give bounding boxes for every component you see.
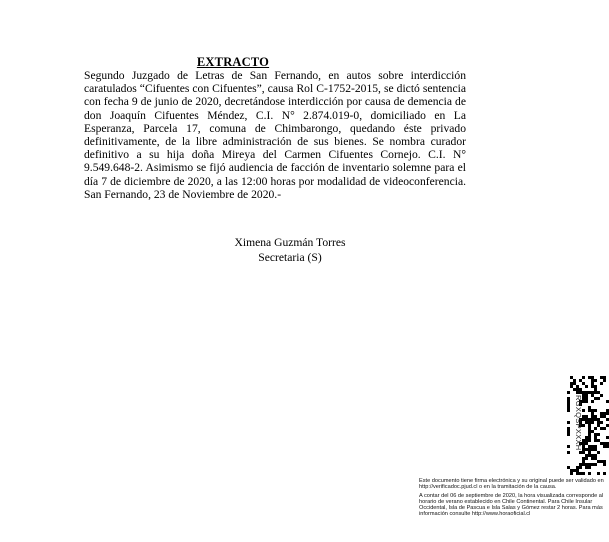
document-title: EXTRACTO: [196, 55, 270, 69]
notice-timezone: A contar del 06 de septiembre de 2020, la hora visualizada corresponde al horario de verano establecido en Chile Continental. Para Chile Insular Occidental, Isla de Pascua e Isla Salas y Gómez restar 2 horas. Para más información consulte http://www.horaoficial.cl: [419, 492, 604, 518]
verification-code: [573, 395, 583, 465]
electronic-signature-notice: [419, 478, 609, 520]
signer-name: Ximena Guzmán Torres: [234, 236, 346, 249]
signer-role: Secretaria (S): [258, 251, 322, 264]
extract-body: Segundo Juzgado de Letras de San Fernando, en autos sobre interdicción caratulados “Cifuentes con Cifuentes”, causa Rol C-1752-2015, se dictó sentencia con fecha 9 de junio de 2020, decretándose interdicción por causa de demencia de don Joaquín Cifuentes Méndez, C.I. N° 2.874.019-0, domiciliado en La Esperanza, Parcela 17, comuna de Chimbarongo, quedando éste privado definitivamente, de la libre administración de sus bienes. Se nombra curador definitivo a su hija doña Mireya del Carmen Cifuentes Cornejo. C.I. N° 9.549.648-2. Asimismo se fijó audiencia de facción de inventario solemne para el día 7 de diciembre de 2020, a las 12:00 horas por modalidad de videoconferencia. San Fernando, 23 de Noviembre de 2020.-: [84, 69, 466, 201]
notice-validation: Este documento tiene firma electrónica y su original puede ser validado en http://verificadoc.pjud.cl o en la tramitación de la causa.: [419, 478, 604, 491]
verification-code-text: RGXQSPXXXH: [574, 395, 583, 451]
signature-block: [180, 235, 400, 265]
